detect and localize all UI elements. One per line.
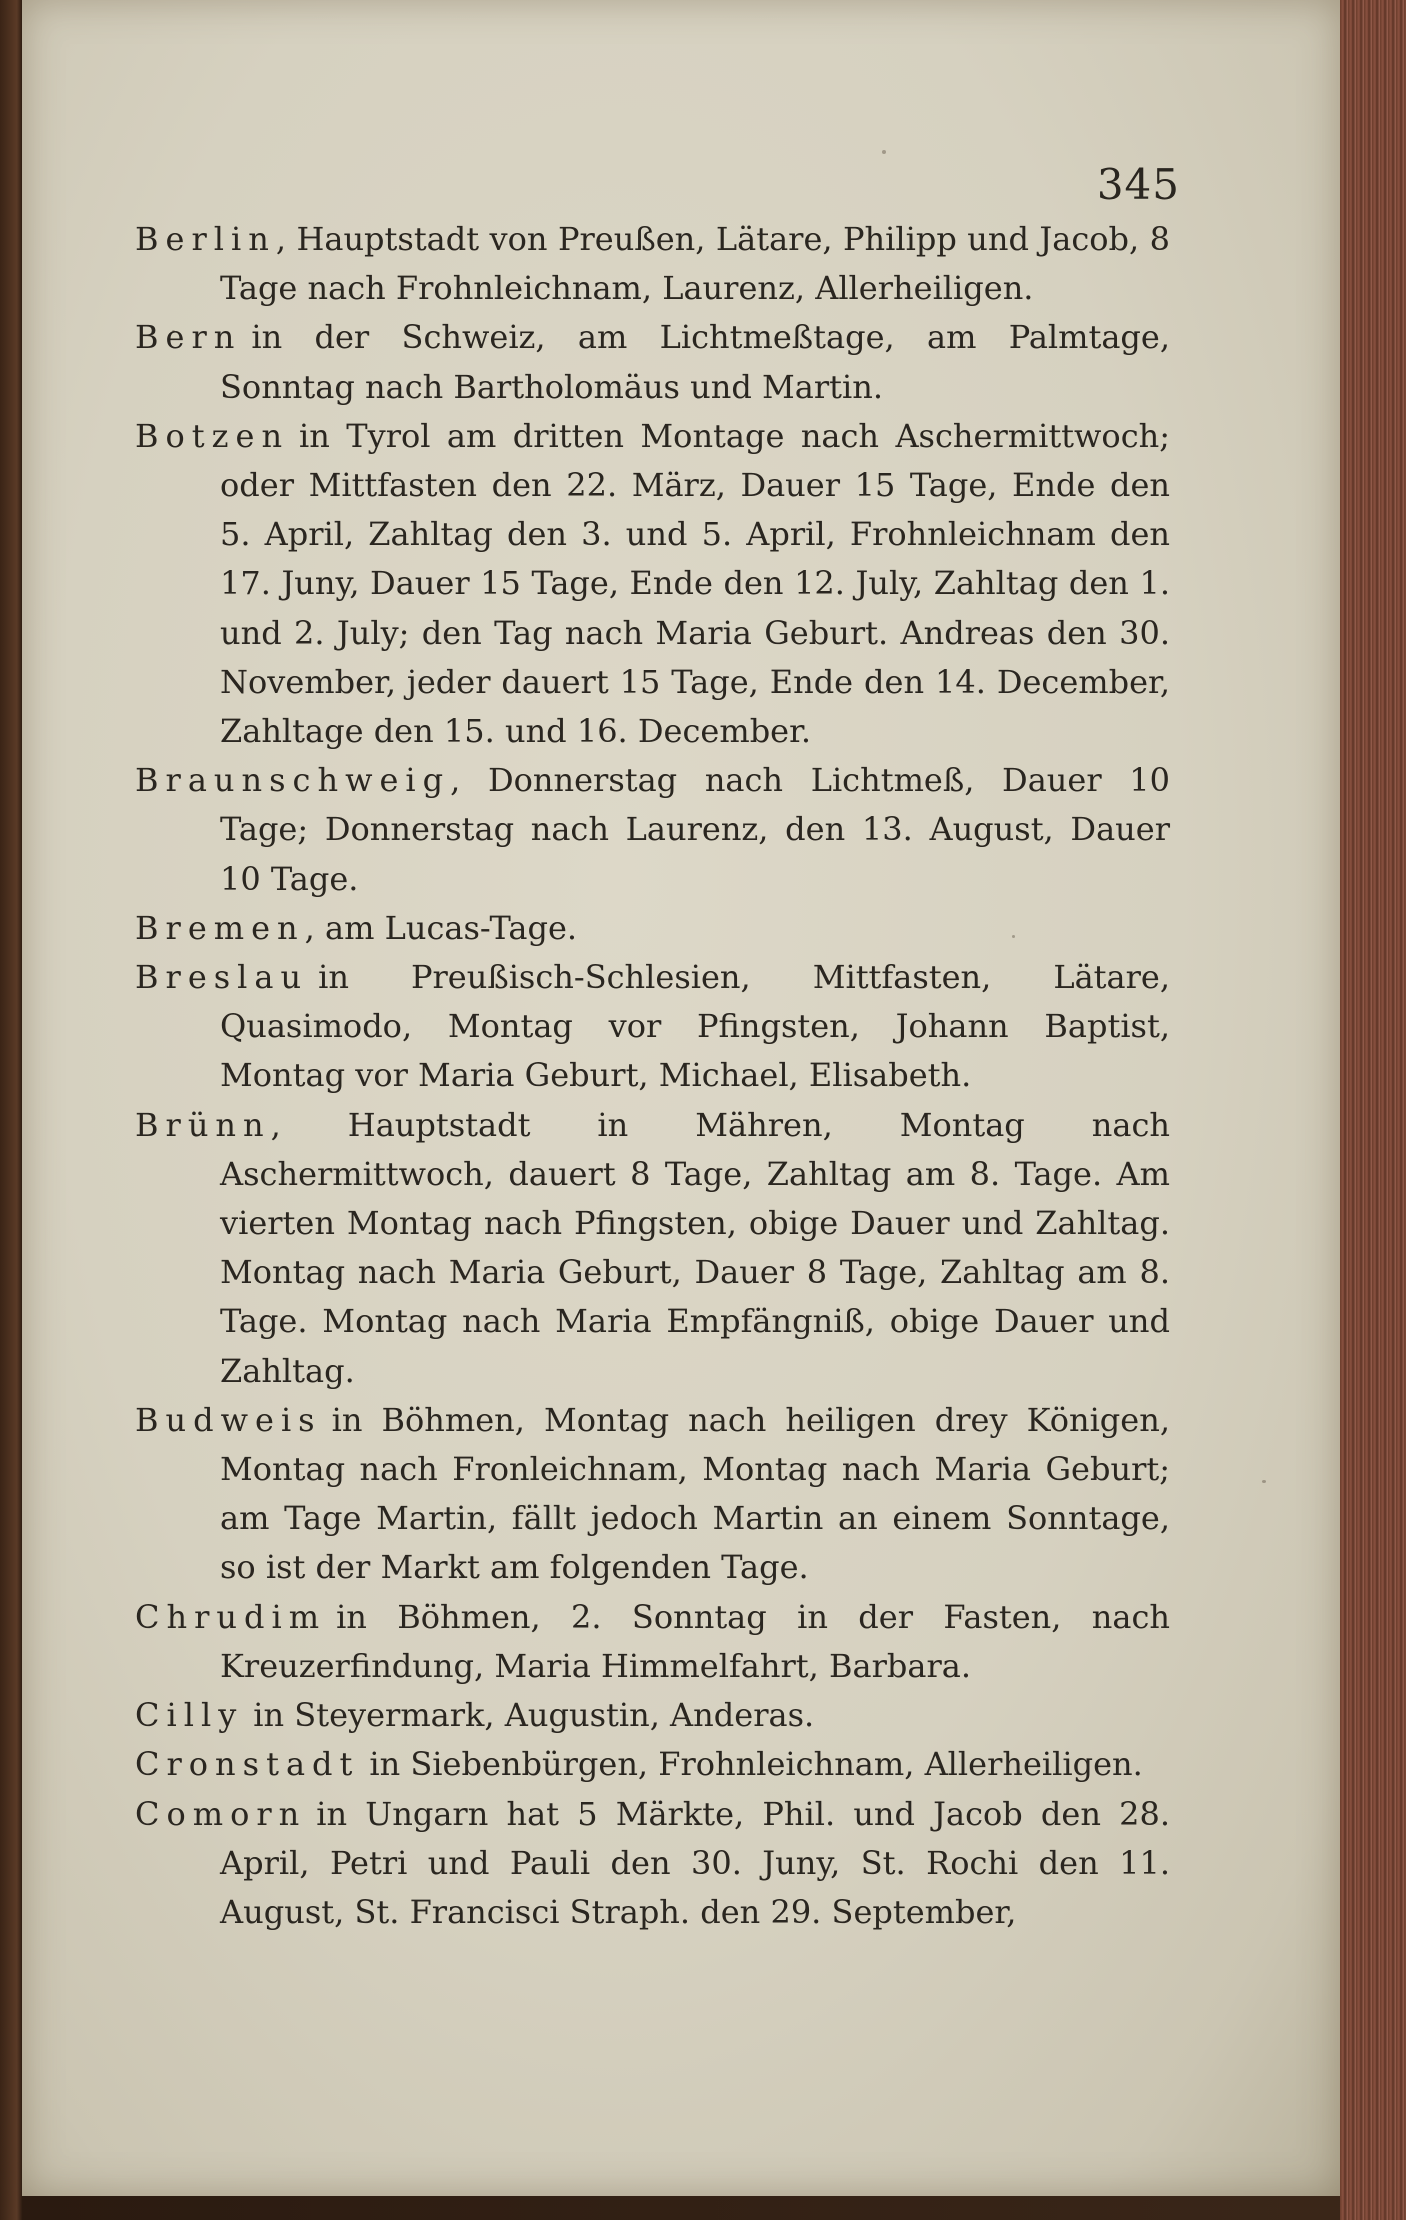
list-item — [135, 1396, 1170, 1593]
entry-text: , Hauptstadt von Preußen, Lätare, Philipp und Jacob, 8 Tage nach Frohnleichnam, Laurenz, Allerheiligen. — [220, 220, 1170, 308]
list-item — [135, 904, 1170, 953]
place-name: Breslau — [135, 958, 309, 997]
list-item — [135, 215, 1170, 313]
place-name: Budweis — [135, 1400, 322, 1439]
list-item — [135, 1740, 1170, 1789]
place-name: Bern — [135, 318, 242, 357]
entry-text: in Steyermark, Augustin, Anderas. — [253, 1696, 815, 1735]
paper-speck — [882, 150, 886, 154]
list-item — [135, 953, 1170, 1101]
place-name: Chrudim — [135, 1597, 327, 1636]
list-item — [135, 412, 1170, 756]
paper-speck — [1262, 1480, 1266, 1483]
place-name: Cronstadt — [135, 1745, 360, 1784]
place-name: Comorn — [135, 1794, 307, 1833]
list-item — [135, 1691, 1170, 1740]
page-number: 345 — [1096, 160, 1180, 209]
entry-text: , Hauptstadt in Mähren, Montag nach Aschermittwoch, dauert 8 Tage, Zahltag am 8. Tage. Am vierten Montag nach Pfingsten, obige Dauer und Zahltag. Montag nach Maria Geburt, Dauer 8 Tage, Zahltag am 8. Tage. Montag nach Maria Empfängniß, obige Dauer und Zahltag. — [220, 1105, 1170, 1390]
entry-text: in Siebenbürgen, Frohnleichnam, Allerheiligen. — [369, 1745, 1143, 1784]
entry-text: in Preußisch-Schlesien, Mittfasten, Lätare, Quasimodo, Montag vor Pfingsten, Johann Baptist, Montag vor Maria Geburt, Michael, Elisabeth. — [220, 958, 1170, 1095]
entry-text: in Tyrol am dritten Montage nach Aschermittwoch; oder Mittfasten den 22. März, Dauer 15 Tage, Ende den 5. April, Zahltag den 3. und 5. April, Frohnleichnam den 17. Juny, Dauer 15 Tage, Ende den 12. July, Zahltag den 1. und 2. July; den Tag nach Maria Geburt. Andreas den 30. November, jeder dauert 15 Tage, Ende den 14. December, Zahltage den 15. und 16. December. — [220, 416, 1170, 751]
entry-text: , Donnerstag nach Lichtmeß, Dauer 10 Tage; Donnerstag nach Laurenz, den 13. August, Dauer 10 Tage. — [220, 761, 1170, 898]
market-list — [135, 215, 1170, 1937]
entry-text: in Ungarn hat 5 Märkte, Phil. und Jacob den 28. April, Petri und Pauli den 30. Juny, St. Rochi den 11. August, St. Francisci Straph. den 29. September, — [220, 1794, 1170, 1931]
entry-text: in Böhmen, Montag nach heiligen drey Königen, Montag nach Fronleichnam, Montag nach Maria Geburt; am Tage Martin, fällt jedoch Martin an einem Sonntage, so ist der Markt am folgenden Tage. — [220, 1400, 1170, 1587]
list-item — [135, 1790, 1170, 1938]
place-name: Botzen — [135, 416, 290, 455]
list-item — [135, 756, 1170, 904]
place-name: Brünn — [135, 1105, 271, 1144]
place-name: Berlin — [135, 220, 276, 258]
entry-text: in Böhmen, 2. Sonntag in der Fasten, nach Kreuzerfindung, Maria Himmelfahrt, Barbara. — [220, 1597, 1170, 1685]
list-item — [135, 1101, 1170, 1396]
place-name: Bremen — [135, 908, 305, 947]
list-item — [135, 1593, 1170, 1691]
entry-text: in der Schweiz, am Lichtmeßtage, am Palmtage, Sonntag nach Bartholomäus und Martin. — [220, 318, 1170, 406]
page-edges — [1340, 0, 1406, 2220]
entry-text: , am Lucas-Tage. — [304, 908, 578, 947]
place-name: Cilly — [135, 1696, 244, 1735]
place-name: Braunschweig — [135, 761, 451, 800]
list-item — [135, 313, 1170, 411]
